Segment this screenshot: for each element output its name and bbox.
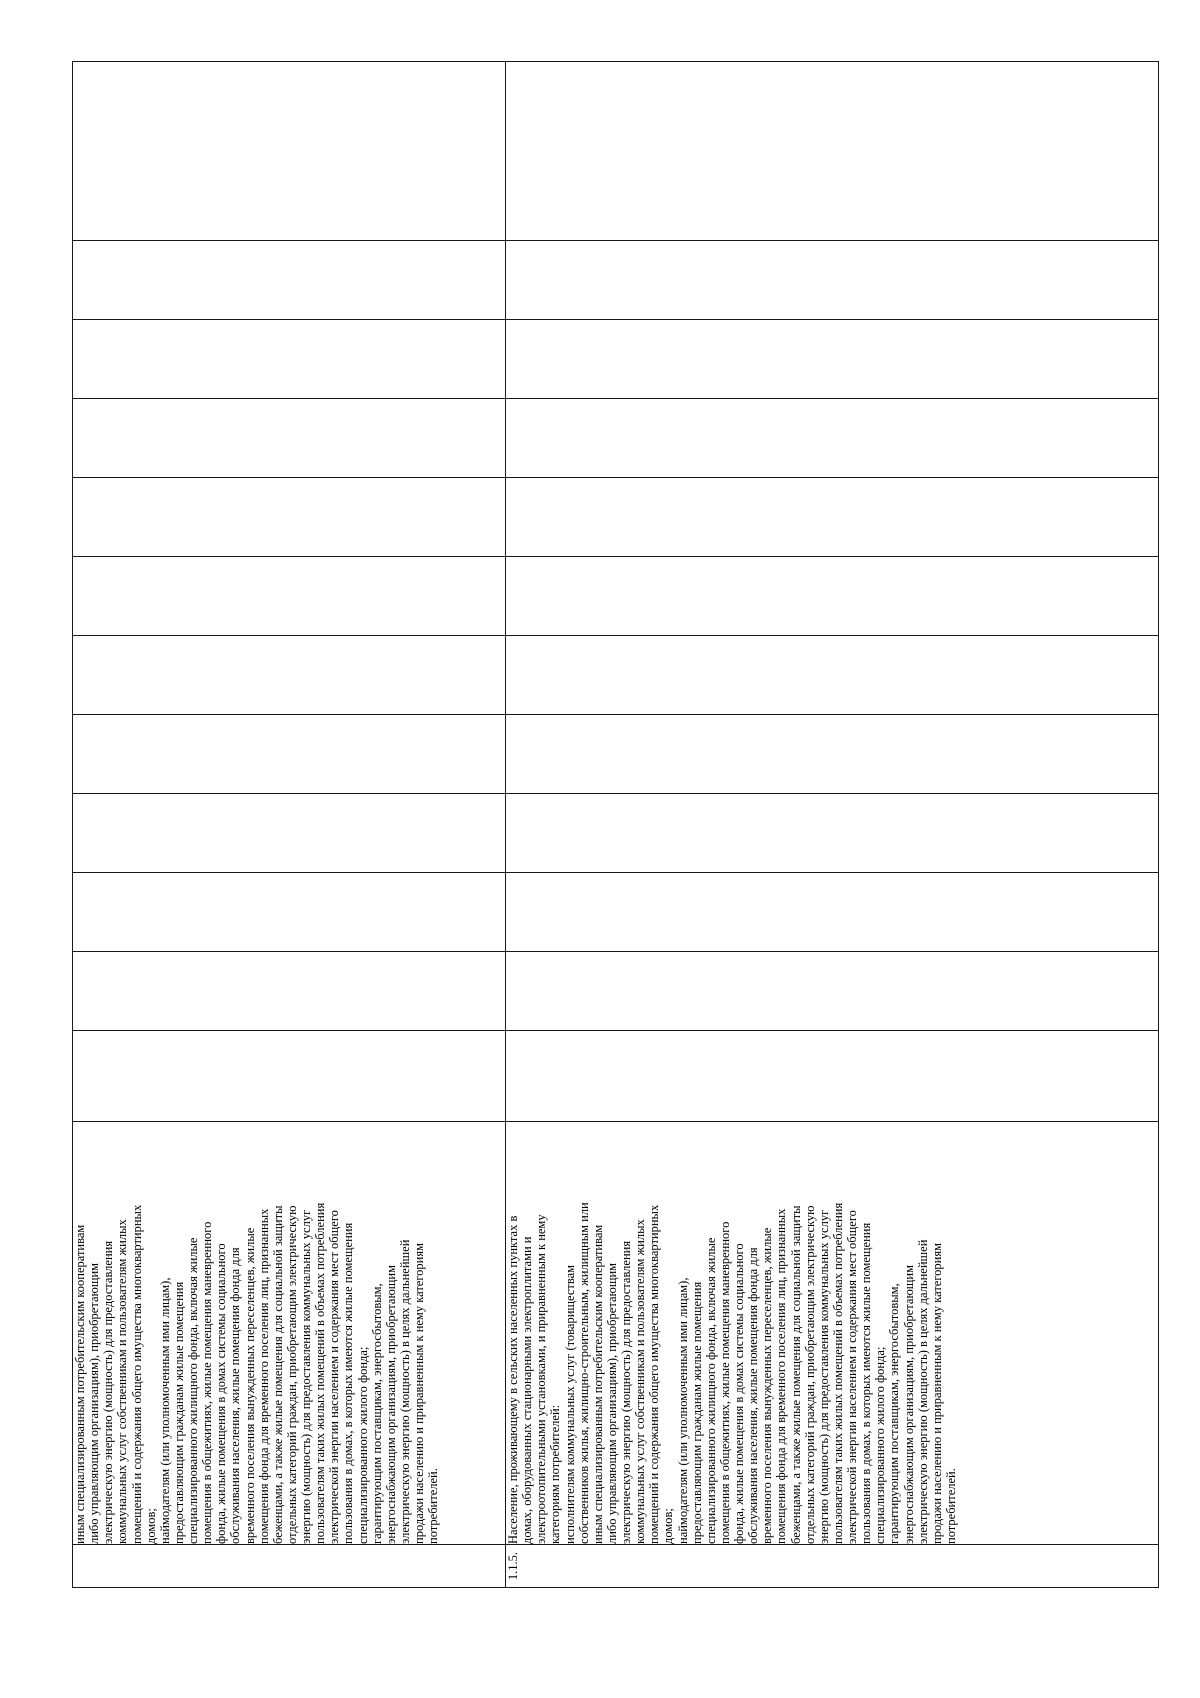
description-line: беженцами, а также жилые помещения для социальной защиты [788, 1205, 803, 1544]
description-line: временного поселения вынужденных переселенцев, жилые [242, 1227, 257, 1544]
description-line: энергию (мощность) для предоставления коммунальных услуг [299, 1209, 313, 1544]
description-line: гарантирующим поставщикам, энергосбытовым, [369, 1283, 384, 1544]
row-number-cell: 1.1.5. [506, 1545, 1159, 1588]
description-line: помещений и содержания общего имущества многоквартирных [647, 1204, 662, 1544]
description-line: фонда, жилые помещения в домах системы социального [732, 1243, 746, 1544]
value-cell [506, 478, 1159, 557]
description-line: продажи населению и приравненным к нему категориям [412, 1242, 426, 1544]
description-line: электрическую энергию (мощность) в целях дальнейшей [915, 1239, 930, 1544]
description-line: помещения фонда для временного поселения лиц, признанных [774, 1208, 789, 1544]
description-line: либо управляющим организациям), приобретающим [87, 1262, 102, 1544]
value-cell [506, 873, 1159, 952]
value-cell [73, 794, 506, 873]
description-line: пользователям таких жилых помещений в объемах потребления [313, 1202, 328, 1544]
description-line: домов; [661, 1508, 676, 1544]
description-line: потребителей. [943, 1468, 958, 1544]
description-line: иным специализированным потребительским кооперативам [590, 1224, 605, 1544]
description-line: специализированного жилого фонда; [873, 1346, 888, 1544]
value-cell [506, 241, 1159, 320]
value-cell [73, 557, 506, 636]
description-line: пользователям таких жилых помещений в объемах потребления [830, 1202, 845, 1544]
description-line: отдельных категорий граждан, приобретающим электрическую [284, 1205, 299, 1544]
description-line: наймодателям (или уполномоченным ими лицам), [675, 1277, 690, 1544]
description-line: специализированного жилого фонда; [355, 1346, 370, 1544]
value-cell [506, 399, 1159, 478]
description-line: Население, проживающему в сельских населенных пунктах в [506, 1215, 520, 1544]
description-line: специализированного жилищного фонда, включая жилые [703, 1237, 718, 1544]
tariff-table [72, 61, 1159, 1588]
description-line: электрическую энергию (мощность) для предоставления [101, 1240, 116, 1544]
description-line: коммунальных услуг собственникам и пользователям жилых [633, 1219, 648, 1544]
description-line: энергоснабжающим организациям, приобретающим [383, 1264, 398, 1544]
consumer-category-cell [506, 1122, 1159, 1545]
description-line: либо управляющим организациям), приобретающим [604, 1262, 619, 1544]
description-line: электрической энергии населением и содержания мест общего [327, 1210, 342, 1544]
description-line: домов; [143, 1508, 158, 1544]
description-line: помещения в общежитиях, жилые помещения маневренного [200, 1221, 215, 1544]
empty-cell [73, 62, 506, 241]
description-line: беженцами, а также жилые помещения для социальной защиты [270, 1205, 285, 1544]
value-cell [506, 952, 1159, 1031]
table-row [506, 62, 1159, 1588]
description-line: электрическую энергию (мощность) в целях дальнейшей [397, 1239, 412, 1544]
description-line: фонда, жилые помещения в домах системы социального [214, 1243, 229, 1544]
description-line: потребителей. [426, 1468, 441, 1544]
value-cell [73, 241, 506, 320]
description-line: домах, оборудованных стационарными электроплитами и [520, 1236, 535, 1544]
value-cell [73, 715, 506, 794]
description-line: энергию (мощность) для предоставления коммунальных услуг [816, 1209, 831, 1544]
description-line: продажи населению и приравненным к нему категориям [929, 1242, 944, 1544]
row-number-cell [73, 1545, 506, 1588]
description-line: обслуживания населения, жилые помещения фонда для [746, 1247, 761, 1544]
description-line: помещений и содержания общего имущества многоквартирных [129, 1204, 144, 1544]
value-cell [506, 794, 1159, 873]
table-row [73, 62, 506, 1588]
description-line: иным специализированным потребительским кооперативам [73, 1224, 87, 1544]
value-cell [506, 320, 1159, 399]
value-cell [73, 478, 506, 557]
description-line: наймодателям (или уполномоченным ими лицам), [157, 1277, 172, 1544]
value-cell [73, 952, 506, 1031]
description-line: гарантирующим поставщикам, энергосбытовым, [887, 1283, 902, 1544]
description-line: специализированного жилищного фонда, включая жилые [186, 1237, 200, 1544]
description-line: отдельных категорий граждан, приобретающим электрическую [802, 1205, 817, 1544]
description-line: предоставляющим гражданам жилые помещения [689, 1281, 704, 1544]
description-line: исполнителям коммунальных услуг (товариществам [562, 1264, 577, 1544]
description-line: собственников жилья, жилищно-строительным, жилищным или [576, 1202, 591, 1544]
unit-cell [506, 1031, 1159, 1122]
consumer-category-cell [73, 1122, 506, 1545]
description-line: пользования в домах, в которых имеются жилые помещения [341, 1222, 356, 1544]
description-line: энергоснабжающим организациям, приобретающим [901, 1264, 916, 1544]
value-cell [506, 557, 1159, 636]
value-cell [73, 320, 506, 399]
value-cell [506, 636, 1159, 715]
description-line: предоставляющим гражданам жилые помещения [171, 1281, 186, 1544]
empty-cell [506, 62, 1159, 241]
unit-cell [73, 1031, 506, 1122]
value-cell [73, 636, 506, 715]
value-cell [73, 873, 506, 952]
description-line: помещения в общежитиях, жилые помещения маневренного [717, 1221, 732, 1544]
description-line: коммунальных услуг собственникам и пользователям жилых [115, 1219, 130, 1544]
description-line: электроотопительными установками, и приравненным к нему [534, 1214, 549, 1544]
value-cell [506, 715, 1159, 794]
description-line: электрическую энергию (мощность) для предоставления [619, 1240, 633, 1544]
description-line: временного поселения вынужденных переселенцев, жилые [760, 1227, 775, 1544]
description-line: электрической энергии населением и содержания мест общего [845, 1210, 859, 1544]
description-line: категориям потребителей: [548, 1404, 563, 1544]
description-line: обслуживания населения, жилые помещения фонда для [228, 1247, 243, 1544]
description-line: помещения фонда для временного поселения лиц, признанных [256, 1208, 271, 1544]
value-cell [73, 399, 506, 478]
description-line: пользования в домах, в которых имеются жилые помещения [859, 1222, 874, 1544]
